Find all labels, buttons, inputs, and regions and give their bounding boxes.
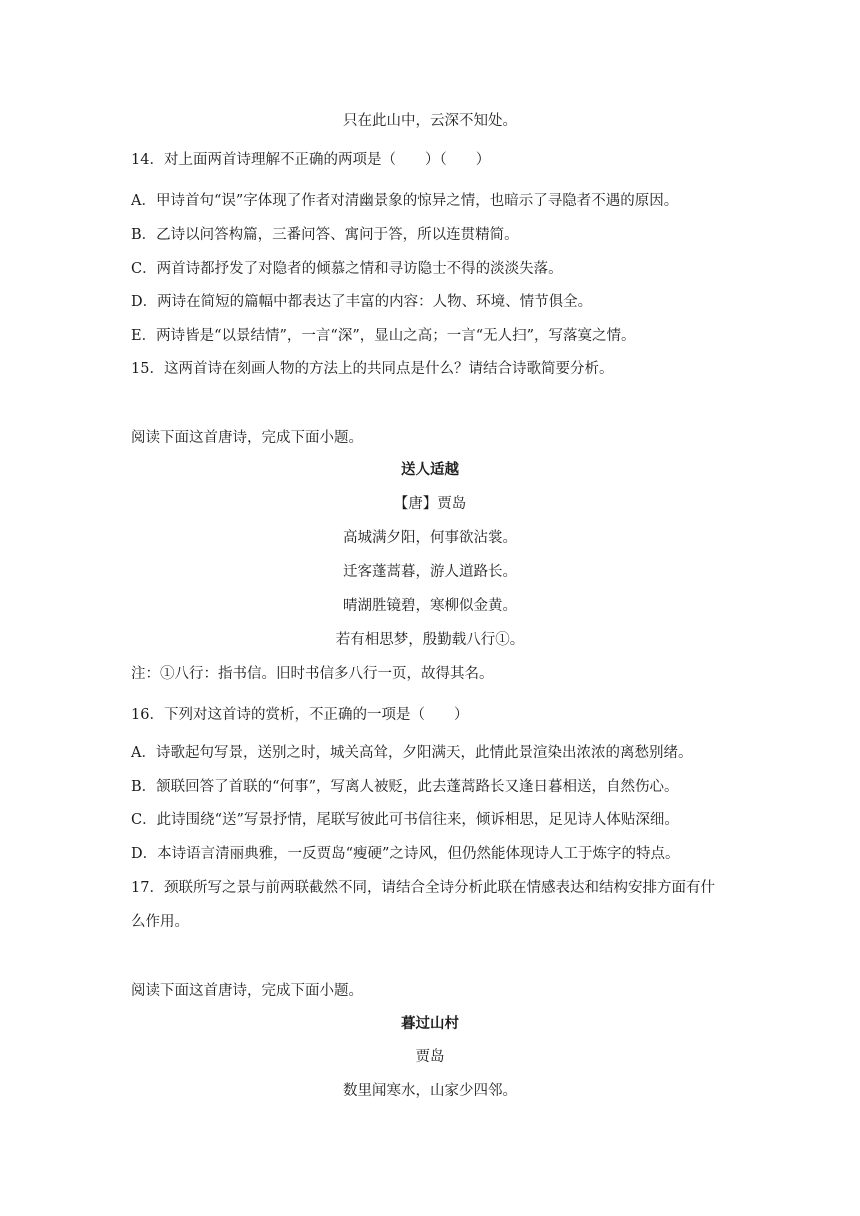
- poem-author-2: 贾岛: [415, 1049, 445, 1065]
- poem-author: 【唐】贾岛: [393, 496, 467, 512]
- question-16-stem: 16．下列对这首诗的赏析，不正确的一项是（ ）: [131, 707, 469, 723]
- q16-option-c: C．此诗围绕“送”写景抒情，尾联写彼此可书信往来，倾诉相思，足见诗人体贴深细。: [131, 812, 679, 828]
- poem-title-2: 暮过山村: [401, 1015, 459, 1032]
- question-14-stem: 14．对上面两首诗理解不正确的两项是（ ）（ ）: [131, 152, 491, 168]
- poem-line: 若有相思梦，殷勤载八行①。: [335, 632, 525, 648]
- poem-prev-last-line: 只在此山中，云深不知处。: [343, 113, 517, 129]
- question-17-stem: 17．颈联所写之景与前两联截然不同，请结合全诗分析此联在情感表达和结构安排方面有什: [131, 880, 715, 896]
- poem-line: 高城满夕阳，何事欲沾裳。: [343, 530, 517, 546]
- q14-option-c: C．两首诗都抒发了对隐者的倾慕之情和寻访隐士不得的淡淡失落。: [131, 261, 563, 277]
- poem-note: 注：①八行：指书信。旧时书信多八行一页，故得其名。: [131, 666, 494, 682]
- question-17-stem-cont: 么作用。: [131, 914, 189, 930]
- poem-line: 晴湖胜镜碧，寒柳似金黄。: [343, 598, 517, 614]
- poem-line: 迁客蓬蒿暮，游人道路长。: [343, 564, 517, 580]
- section3-instruction: 阅读下面这首唐诗，完成下面小题。: [131, 983, 363, 999]
- poem-title: 送人适越: [401, 461, 459, 478]
- q16-option-d: D．本诗语言清丽典雅，一反贾岛“瘦硬”之诗风，但仍然能体现诗人工于炼字的特点。: [131, 846, 680, 862]
- q14-option-b: B．乙诗以问答构篇，三番问答、寓问于答，所以连贯精简。: [131, 227, 519, 243]
- q14-option-d: D．两诗在简短的篇幅中都表达了丰富的内容：人物、环境、情节俱全。: [131, 294, 593, 310]
- q16-option-a: A．诗歌起句写景，送别之时，城关高耸，夕阳满天，此情此景渲染出浓浓的离愁别绪。: [131, 745, 693, 761]
- q14-option-e: E．两诗皆是“以景结情”，一言“深”，显山之高；一言“无人扫”，写落寞之情。: [131, 328, 636, 344]
- q16-option-b: B．颔联回答了首联的“何事”，写离人被贬，此去蓬蒿路长又逢日暮相送，自然伤心。: [131, 779, 679, 795]
- section2-instruction: 阅读下面这首唐诗，完成下面小题。: [131, 430, 363, 446]
- question-15-stem: 15．这两首诗在刻画人物的方法上的共同点是什么？请结合诗歌简要分析。: [131, 361, 614, 377]
- q14-option-a: A．甲诗首句“误”字体现了作者对清幽景象的惊异之情，也暗示了寻隐者不遇的原因。: [131, 193, 679, 209]
- poem-line-2: 数里闻寒水，山家少四邻。: [343, 1083, 517, 1099]
